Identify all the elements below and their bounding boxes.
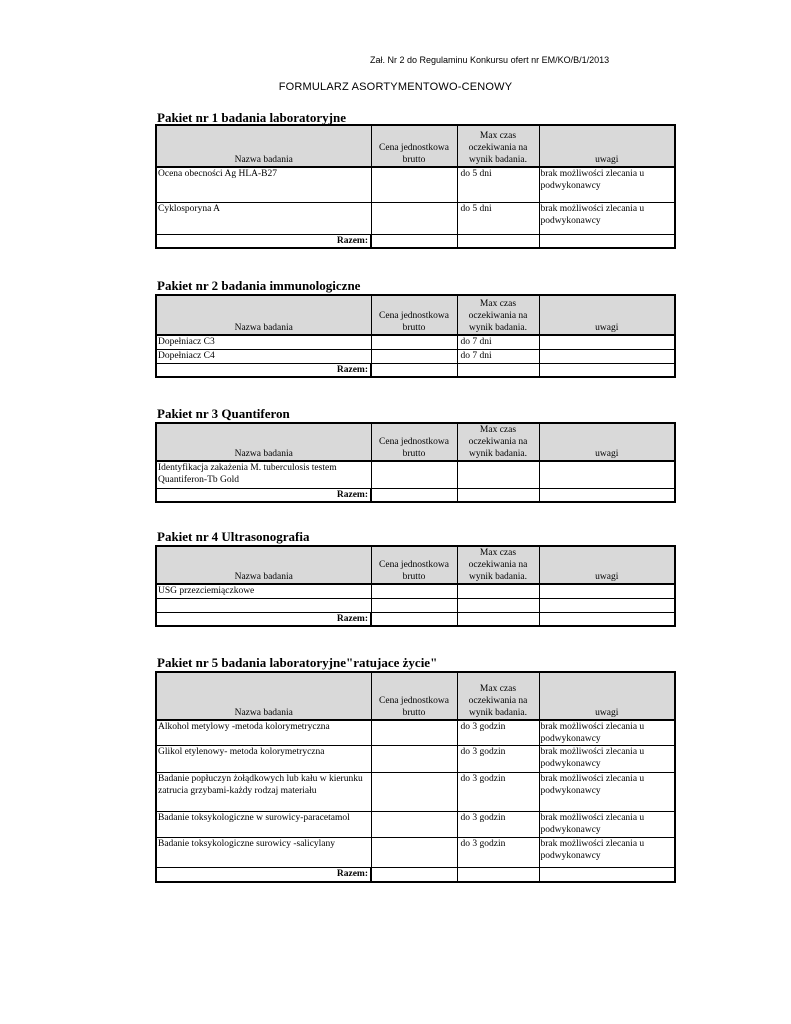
column-header-notes: uwagi [539, 546, 675, 584]
column-header-name: Nazwa badania [156, 295, 371, 335]
notes-cell: brak możliwości zlecania u podwykonawcy [539, 773, 675, 812]
max-time-cell [457, 461, 539, 488]
total-label: Razem: [156, 488, 371, 502]
unit-price-cell[interactable] [371, 746, 457, 773]
notes-cell [539, 461, 675, 488]
column-header-price: Cena jednostkowa brutto [371, 423, 457, 461]
table-header-row [156, 672, 675, 720]
total-row [156, 363, 675, 377]
package-table [155, 671, 676, 883]
notes-cell [539, 584, 675, 598]
test-name-cell: Identyfikacja zakażenia M. tuberculosis testem Quantiferon-Tb Gold [156, 461, 371, 488]
column-header-notes: uwagi [539, 672, 675, 720]
column-header-price: Cena jednostkowa brutto [371, 546, 457, 584]
package-title: Pakiet nr 3 Quantiferon [157, 406, 290, 421]
column-header-price: Cena jednostkowa brutto [371, 295, 457, 335]
unit-price-cell[interactable] [371, 461, 457, 488]
max-time-cell: do 3 godzin [457, 838, 539, 868]
max-time-cell: do 3 godzin [457, 812, 539, 838]
unit-price-cell[interactable] [371, 720, 457, 746]
total-empty-cell [457, 612, 539, 626]
notes-cell [539, 349, 675, 363]
table-row [156, 720, 675, 746]
total-label: Razem: [156, 363, 371, 377]
total-label: Razem: [156, 234, 371, 248]
column-header-max-time: Max czas oczekiwania na wynik badania. [457, 672, 539, 720]
test-name-cell: Ocena obecności Ag HLA-B27 [156, 167, 371, 202]
max-time-cell: do 5 dni [457, 167, 539, 202]
test-name-cell: Dopełniacz C4 [156, 349, 371, 363]
column-header-notes: uwagi [539, 125, 675, 167]
notes-cell [539, 598, 675, 612]
table-row [156, 838, 675, 868]
test-name-cell: Glikol etylenowy- metoda kolorymetryczna [156, 746, 371, 773]
column-header-price: Cena jednostkowa brutto [371, 125, 457, 167]
max-time-cell: do 3 godzin [457, 720, 539, 746]
max-time-cell: do 5 dni [457, 202, 539, 234]
column-header-name: Nazwa badania [156, 423, 371, 461]
package-title: Pakiet nr 1 badania laboratoryjne [157, 110, 346, 125]
unit-price-cell[interactable] [371, 598, 457, 612]
notes-cell: brak możliwości zlecania u podwykonawcy [539, 167, 675, 202]
table-header-row [156, 125, 675, 167]
max-time-cell: do 7 dni [457, 335, 539, 349]
column-header-name: Nazwa badania [156, 546, 371, 584]
notes-cell: brak możliwości zlecania u podwykonawcy [539, 838, 675, 868]
notes-cell [539, 335, 675, 349]
max-time-cell: do 3 godzin [457, 746, 539, 773]
test-name-cell: Badanie toksykologiczne surowicy -salicylany [156, 838, 371, 868]
table-row [156, 461, 675, 488]
max-time-cell [457, 598, 539, 612]
unit-price-cell[interactable] [371, 838, 457, 868]
max-time-cell: do 3 godzin [457, 773, 539, 812]
total-empty-cell [539, 612, 675, 626]
notes-cell: brak możliwości zlecania u podwykonawcy [539, 720, 675, 746]
total-price-cell[interactable] [371, 234, 457, 248]
total-label: Razem: [156, 612, 371, 626]
form-title: FORMULARZ ASORTYMENTOWO-CENOWY [278, 81, 513, 93]
table-row [156, 167, 675, 202]
table-header-row [156, 295, 675, 335]
test-name-cell [156, 598, 371, 612]
unit-price-cell[interactable] [371, 202, 457, 234]
max-time-cell [457, 584, 539, 598]
unit-price-cell[interactable] [371, 584, 457, 598]
notes-cell: brak możliwości zlecania u podwykonawcy [539, 746, 675, 773]
column-header-notes: uwagi [539, 295, 675, 335]
unit-price-cell[interactable] [371, 167, 457, 202]
test-name-cell: Alkohol metylowy -metoda kolorymetryczna [156, 720, 371, 746]
package-table [155, 422, 676, 503]
column-header-max-time: Max czas oczekiwania na wynik badania. [457, 125, 539, 167]
table-row [156, 335, 675, 349]
unit-price-cell[interactable] [371, 335, 457, 349]
test-name-cell: USG przezciemiączkowe [156, 584, 371, 598]
max-time-cell: do 7 dni [457, 349, 539, 363]
package-table [155, 545, 676, 627]
total-row [156, 234, 675, 248]
table-row [156, 773, 675, 812]
test-name-cell: Cyklosporyna A [156, 202, 371, 234]
table-row [156, 202, 675, 234]
package-title: Pakiet nr 4 Ultrasonografia [157, 529, 310, 544]
total-empty-cell [457, 234, 539, 248]
total-empty-cell [539, 363, 675, 377]
unit-price-cell[interactable] [371, 349, 457, 363]
column-header-name: Nazwa badania [156, 672, 371, 720]
test-name-cell: Badanie popłuczyn żołądkowych lub kału w kierunku zatrucia grzybami-każdy rodzaj materiału [156, 773, 371, 812]
total-price-cell[interactable] [371, 868, 457, 882]
table-header-row [156, 423, 675, 461]
table-row [156, 746, 675, 773]
total-empty-cell [539, 868, 675, 882]
column-header-max-time: Max czas oczekiwania na wynik badania. [457, 423, 539, 461]
package-table [155, 124, 676, 249]
total-empty-cell [457, 488, 539, 502]
package-title: Pakiet nr 5 badania laboratoryjne"ratujace życie" [157, 655, 438, 670]
column-header-max-time: Max czas oczekiwania na wynik badania. [457, 546, 539, 584]
table-row [156, 598, 675, 612]
table-header-row [156, 546, 675, 584]
column-header-price: Cena jednostkowa brutto [371, 672, 457, 720]
total-row [156, 868, 675, 882]
unit-price-cell[interactable] [371, 812, 457, 838]
table-row [156, 584, 675, 598]
total-price-cell[interactable] [371, 363, 457, 377]
total-empty-cell [457, 363, 539, 377]
notes-cell: brak możliwości zlecania u podwykonawcy [539, 812, 675, 838]
total-label: Razem: [156, 868, 371, 882]
table-row [156, 812, 675, 838]
column-header-name: Nazwa badania [156, 125, 371, 167]
package-title: Pakiet nr 2 badania immunologiczne [157, 278, 361, 293]
unit-price-cell[interactable] [371, 773, 457, 812]
total-empty-cell [457, 868, 539, 882]
total-row [156, 612, 675, 626]
test-name-cell: Dopełniacz C3 [156, 335, 371, 349]
total-price-cell[interactable] [371, 488, 457, 502]
total-price-cell[interactable] [371, 612, 457, 626]
document-reference: Zał. Nr 2 do Regulaminu Konkursu ofert nr EM/KO/B/1/2013 [370, 55, 610, 65]
column-header-max-time: Max czas oczekiwania na wynik badania. [457, 295, 539, 335]
test-name-cell: Badanie toksykologiczne w surowicy-paracetamol [156, 812, 371, 838]
total-empty-cell [539, 488, 675, 502]
package-table [155, 294, 676, 378]
notes-cell: brak możliwości zlecania u podwykonawcy [539, 202, 675, 234]
total-empty-cell [539, 234, 675, 248]
column-header-notes: uwagi [539, 423, 675, 461]
total-row [156, 488, 675, 502]
table-row [156, 349, 675, 363]
